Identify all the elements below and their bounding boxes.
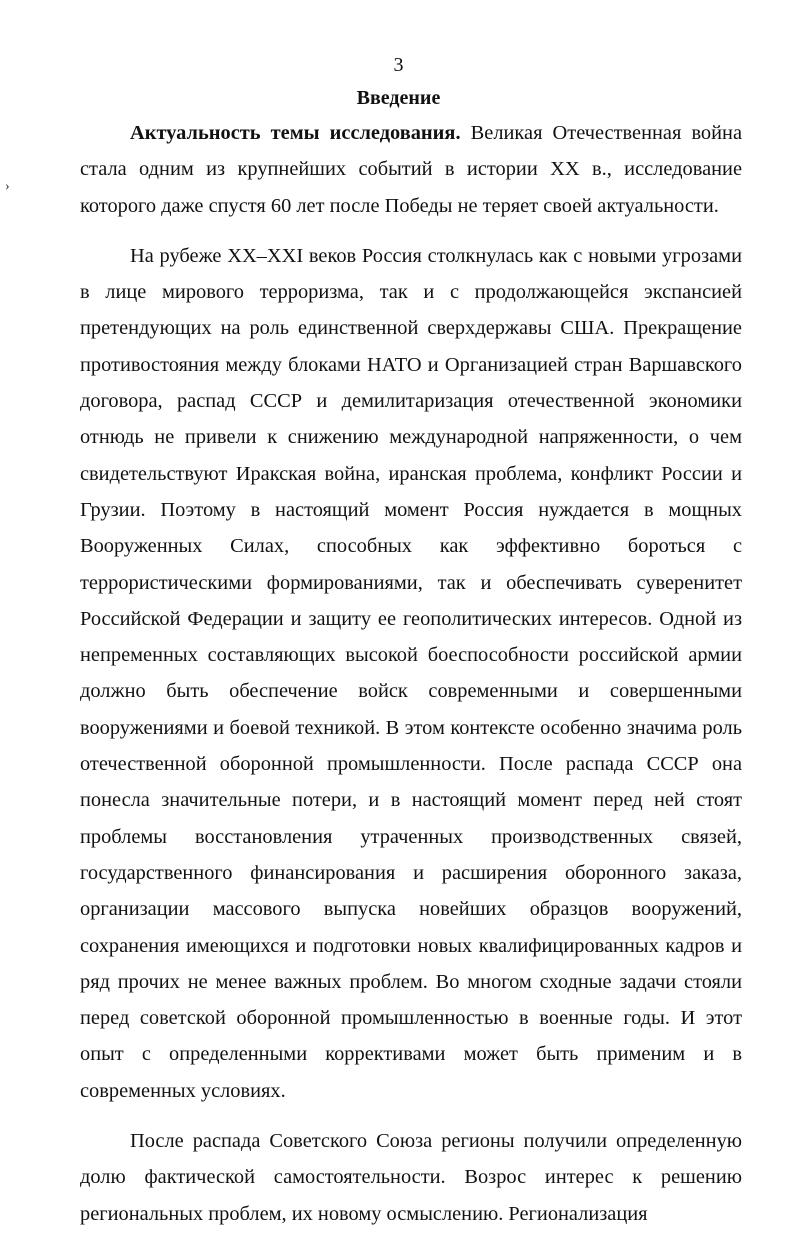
paragraph-lead: Актуальность темы исследования. — [130, 122, 461, 144]
section-heading: Введение — [356, 87, 441, 109]
body-text — [80, 115, 742, 1232]
page-number: 3 — [393, 54, 404, 76]
paragraph-text: На рубеже XX–XXI веков Россия столкнулась как с новыми угрозами в лице мирового терроризма, так и с продолжающейся экспансией претендующих на роль единственной сверхдержавы США. Прекращение противостояния между блоками НАТО и Организацией стран Варшавского договора, распад СССР и демилитаризация отечественной экономики отнюдь не привели к снижению международной напряженности, о чем свидетельствуют Иракская война, иранская проблема, конфликт России и Грузии. Поэтому в настоящий момент Россия нуждается в мощных Вооруженных Силах, способных как эффективно бороться с террористическими формированиями, так и обеспечивать суверенитет Российской Федерации и защиту ее геополитических интересов. Одной из непременных составляющих высокой боеспособности российской армии должно быть обеспечение войск современными и совершенными вооружениями и боевой техникой. В этом контексте особенно значима роль отечественной оборонной промышленности. После распада СССР она понесла значительные потери, и в настоящий момент перед ней стоят проблемы восстановления утраченных производственных связей, государственного финансирования и расширения оборонного заказа, организации массового выпуска новейших образцов вооружений, сохранения имеющихся и подготовки новых квалифицированных кадров и ряд прочих не менее важных проблем. Во многом сходные задачи стояли перед советской оборонной промышленностью в военные годы. И этот опыт с определенными коррективами может быть применим и в современных условиях. — [80, 244, 742, 1102]
paragraph-text: Великая Отечественная война стала одним из крупнейших событий в истории XX в., исследование которого даже спустя 60 лет после Победы не теряет своей актуальности. — [80, 122, 743, 217]
paragraph-regions — [80, 1123, 742, 1232]
paragraph-text: После распада Советского Союза регионы получили определенную долю фактической самостоятельности. Возрос интерес к решению региональных проблем, их новому осмыслению. Регионализация — [80, 1130, 742, 1225]
paragraph-relevance — [80, 115, 742, 224]
margin-mark: › — [5, 179, 10, 194]
paragraph-context — [80, 238, 742, 1109]
